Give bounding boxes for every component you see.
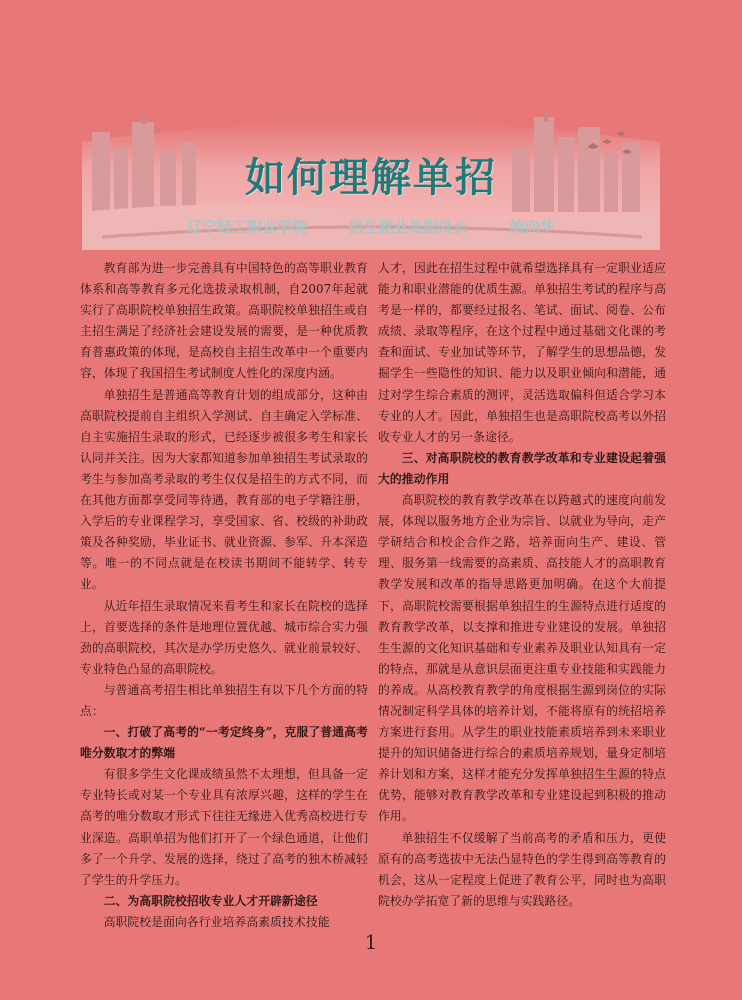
article-body [80, 258, 666, 929]
right-column [378, 258, 666, 908]
paragraph: 人才，因此在招生过程中就希望选择具有一定职业适应能力和职业潜能的优质生源。单独招生考试的程序与高考是一样的，都要经过报名、笔试、面试、阅卷、公布成绩、录取等程序，在这个过程中通过基础文化课的考查和面试、专业加试等环节，了解学生的思想品德，发掘学生一些隐性的知识、能力以及职业倾向和潜能，通过对学生综合素质的测评，灵活选取偏科但适合学习本专业的人才。因此，单独招生也是高职院校高考以外招收专业人才的另一条途径。 [378, 261, 666, 444]
paragraph: 单独招生是普通高等教育计划的组成部分，这种由高职院校提前自主组织入学测试、自主确定入学标准、自主实施招生录取的形式，已经逐步被很多考生和家长认同并关注。因为大家都知道参加单独招生考试录取的考生与参加高考录取的考生仅仅是招生的方式不同，而在其他方面都享受同等待遇，教育部的电子学籍注册，入学后的专业课程学习，享受国家、省、校级的补助政策及各种奖励，毕业证书、就业资源、参军、升本深造等。唯一的不同点就是在校读书期间不能转学、转专业。 [80, 387, 368, 592]
header-banner [82, 112, 660, 250]
paragraph: 单独招生不仅缓解了当前高考的矛盾和压力，更使原有的高考选拔中无法凸显特色的学生得到高等教育的机会，这从一定程度上促进了教育公平，同时也为高职院校办学拓宽了新的思维与实践路径。 [378, 830, 666, 908]
article-title: 如何理解单招 [245, 154, 497, 201]
paragraph: 高职院校是面向各行业培养高素质技术技能 [103, 914, 330, 929]
byline-author: 鲍向华 [509, 218, 555, 236]
byline-institution: 辽宁轻工职业学院 [187, 218, 308, 236]
author-byline [82, 216, 660, 237]
left-column [80, 258, 368, 929]
paragraph: 有很多学生文化课成绩虽然不太理想，但具备一定专业特长或对某一个专业具有浓厚兴趣，这样的学生在高考的唯分数取才形式下往往无缘进入优秀高校进行专业深造。高职单招为他们打开了一个绿色通道，让他们多了一个升学、发展的选择，绕过了高考的独木桥减轻了学生的升学压力。 [80, 767, 368, 887]
paragraph: 教育部为进一步完善具有中国特色的高等职业教育体系和高等教育多元化选拔录取机制，自2007年起就实行了高职院校单独招生政策。高职院校单独招生或自主招生满足了经济社会建设发展的需要，是一种优质教育普惠政策的体现，是高校自主招生改革中一个重要内容，体现了我国招生考试制度人性化的深度内涵。 [80, 261, 368, 381]
paragraph: 与普通高考招生相比单独招生有以下几个方面的特点： [80, 682, 368, 718]
paragraph: 高职院校的教育教学改革在以跨越式的速度向前发展，体现以服务地方企业为宗旨、以就业为导向，走产学研结合和校企合作之路，培养面向生产、建设、管理、服务第一线需要的高素质、高技能人才的高职教育教学发展和改革的指导思路更加明确。在这个大前提下，高职院校需要根据单独招生的生源特点进行适度的教育教学改革，以支撑和推进专业建设的发展。单独招生生源的文化知识基础和专业素养及职业认知具有一定的特点，那就是从意识层面更注重专业技能和实践能力的养成。从高校教育教学的角度根据生源到岗位的实际情况制定科学具体的培养计划，不能将原有的统招培养方案进行套用。从学生的职业技能素质培养到未来职业提升的知识储备进行综合的素质培养规划，量身定制培养计划和方案，这样才能充分发挥单独招生生源的特点优势，能够对教育教学改革和专业建设起到积极的推动作用。 [378, 493, 666, 824]
section-heading: 二、为高职院校招收专业人才开辟新途径 [103, 893, 318, 908]
paragraph: 从近年招生录取情况来看考生和家长在院校的选择上，首要选择的条件是地理位置优越、城市综合实力强劲的高职院校，其次是办学历史悠久、就业前景较好、专业特色凸显的高职院校。 [80, 598, 368, 676]
byline-position: 招生就业处副处长 [348, 218, 469, 236]
section-heading: 三、对高职院校的教育教学改革和专业建设起着强大的推动作用 [378, 450, 666, 486]
page-number: 1 [364, 930, 378, 954]
section-heading: 一、打破了高考的“一考定终身”，克服了普通高考唯分数取才的弊端 [80, 725, 368, 761]
